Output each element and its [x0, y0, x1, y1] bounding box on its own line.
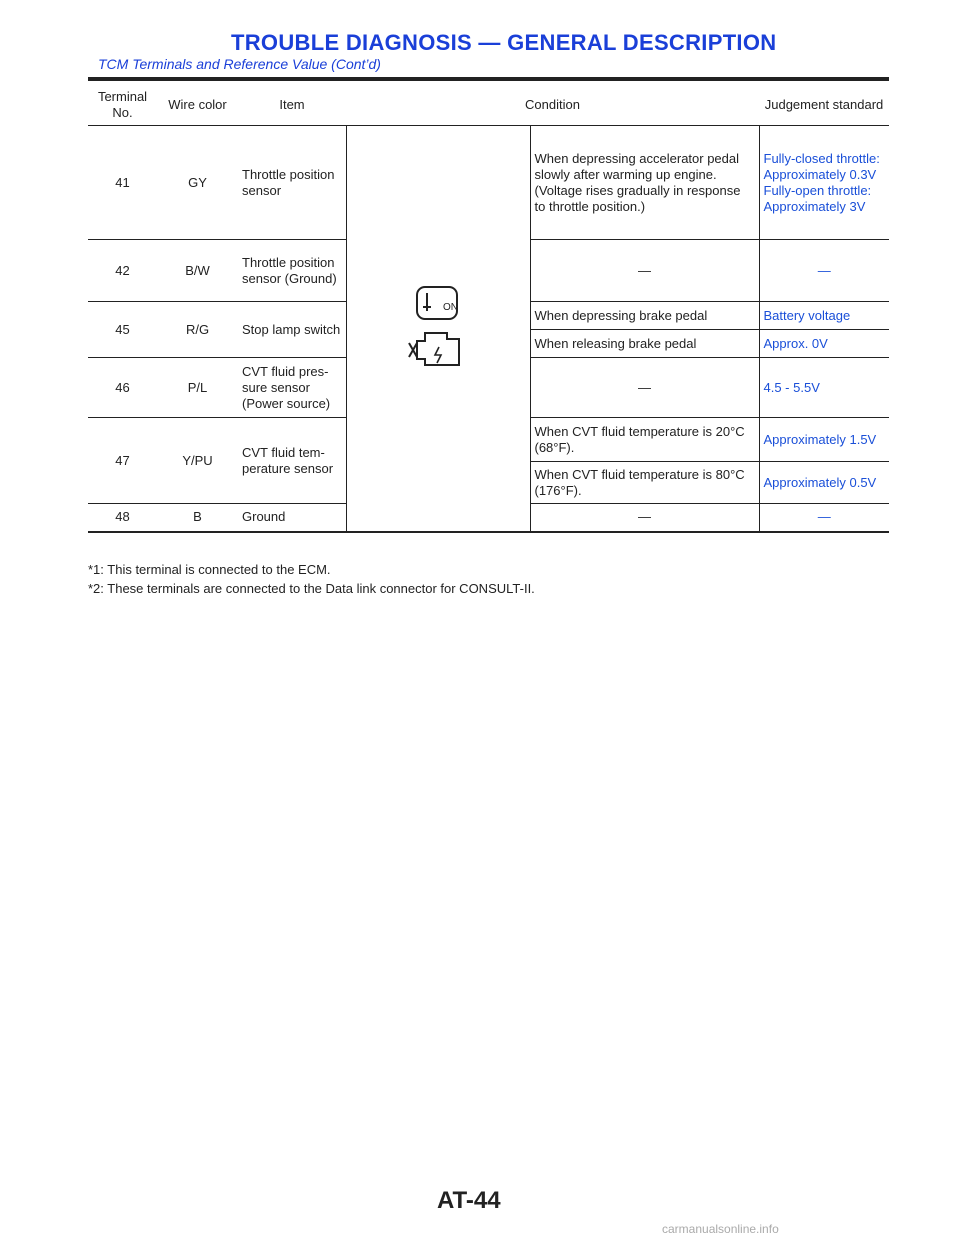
col-header-item: Item	[238, 85, 346, 126]
ignition-engine-icons	[403, 283, 473, 369]
condition-icon-cell	[346, 126, 530, 532]
item-name: CVT fluid tem- perature sensor	[238, 418, 346, 504]
table-row	[88, 126, 889, 240]
wire-color: B/W	[185, 262, 210, 278]
judgement-value: Battery voltage	[759, 302, 889, 330]
terminal-number: 45	[88, 302, 157, 358]
judgement-value: —	[759, 504, 889, 532]
wire-color: GY	[188, 174, 207, 190]
wire-color: Y/PU	[157, 418, 238, 504]
page-subtitle: TCM Terminals and Reference Value (Cont’d)	[98, 56, 381, 72]
judgement-value: Approximately 1.5V	[759, 418, 889, 462]
item-name: Ground	[242, 509, 286, 525]
terminal-number: 48	[115, 509, 130, 525]
terminal-number: 42	[115, 262, 130, 278]
footnote-2: *2: These terminals are connected to the Data link connector for CONSULT-II.	[88, 581, 535, 596]
condition-text: —	[638, 262, 651, 278]
judgement-value: Approx. 0V	[759, 330, 889, 358]
col-header-terminal: Terminal No.	[88, 85, 157, 126]
judgement-value: —	[759, 240, 889, 302]
col-header-judgement: Judgement standard	[759, 85, 889, 126]
wire-color: P/L	[187, 379, 208, 395]
watermark: carmanualsonline.info	[662, 1222, 779, 1236]
engine-running-icon	[409, 333, 459, 365]
judgement-value: 4.5 - 5.5V	[759, 358, 889, 418]
condition-text: When CVT fluid temperature is 20°C (68°F).	[534, 423, 745, 455]
item-name: Throttle position sensor (Ground)	[242, 254, 337, 286]
footnote-1: *1: This terminal is connected to the ECM.	[88, 562, 331, 577]
ignition-key-on-icon	[417, 287, 458, 319]
wire-color: B	[193, 509, 202, 525]
judgement-value: Fully-closed throttle: Approximately 0.3V Fully-open throttle: Approximately 3V	[759, 126, 889, 240]
judgement-value: Approximately 0.5V	[759, 462, 889, 504]
condition-text: When depressing brake pedal	[534, 307, 708, 323]
terminal-number: 46	[115, 379, 130, 395]
condition-text: When CVT fluid temperature is 80°C (176°F).	[534, 466, 745, 498]
col-header-wire-color: Wire color	[157, 85, 238, 126]
terminal-number: 47	[88, 418, 157, 504]
key-on-label: ON	[443, 302, 458, 314]
wire-color: R/G	[157, 302, 238, 358]
page-title: TROUBLE DIAGNOSIS — GENERAL DESCRIPTION	[231, 30, 777, 55]
table-header-row	[88, 85, 889, 126]
col-header-condition: Condition	[346, 85, 759, 126]
item-name: Throttle position sensor	[242, 166, 335, 198]
page-number: AT-44	[437, 1187, 501, 1214]
item-name: CVT fluid pres- sure sensor (Power source)	[242, 363, 331, 411]
terminal-number: 41	[115, 174, 130, 190]
header-rule	[88, 77, 889, 81]
item-name: Stop lamp switch	[238, 302, 346, 358]
condition-text: When depressing accelerator pedal slowly after warming up engine. (Voltage rises gradually in response to throttle position.)	[534, 150, 741, 214]
condition-text: —	[638, 509, 651, 525]
condition-text: —	[638, 379, 651, 395]
tcm-terminal-table	[88, 85, 889, 533]
condition-text: When releasing brake pedal	[534, 335, 697, 351]
